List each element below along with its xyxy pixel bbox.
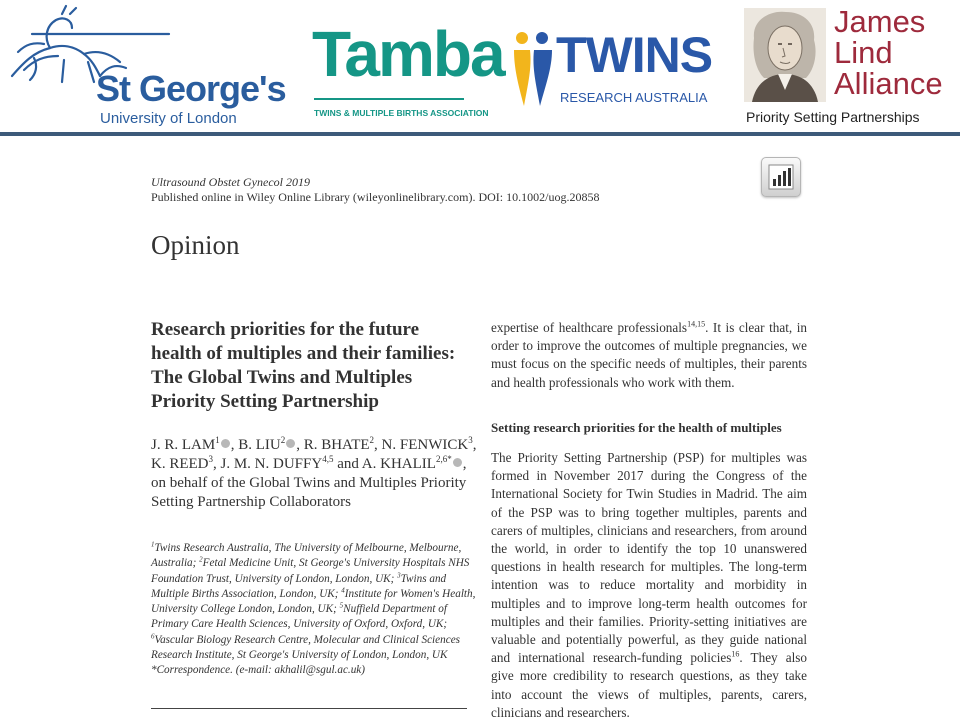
affiliation-mark: 4 <box>341 586 345 595</box>
author-name: , R. BHATE <box>296 437 370 453</box>
banner-divider <box>0 132 960 136</box>
author-affiliation-mark: 4,5 <box>322 454 334 464</box>
author-affiliation-mark: 3 <box>468 435 473 445</box>
author-collaborators: , on behalf of the Global Twins and Multiples Priority Setting Partnership Collaborators <box>151 456 467 510</box>
twins-logo-name: TWINS <box>556 27 713 83</box>
stgeorges-logo-name: St George's <box>96 68 286 109</box>
author-affiliation-mark: 3 <box>208 454 213 464</box>
author-name: , N. FENWICK <box>374 437 469 453</box>
affiliation-text: Twins Research Australia, The University of Melbourne, Melbourne, Australia; <box>151 542 462 570</box>
paragraph-text: The Priority Setting Partnership (PSP) for multiples was formed in November 2017 during the Congress of the International Society for Twin Studies in Madrid. The aim of the PSP was to bring together multiples, parents and carers of multiples, clinicians and researchers, from around the world, in order to identify the top 10 unanswered questions in health research for multiples. The long-term intention was to reduce mortality and morbidity in multiples and to improve long-term health outcomes for multiples and their families. Priority-setting initiatives are valuable and potentially powerful, as they guide national and international research-funding policies <box>491 450 807 666</box>
author-name: and A. KHALIL <box>333 456 436 472</box>
journal-citation: Ultrasound Obstet Gynecol 2019 <box>151 175 310 189</box>
orcid-icon[interactable] <box>286 439 295 448</box>
stgeorges-logo-subtitle: University of London <box>100 110 237 127</box>
paragraph-text: expertise of healthcare professionals <box>491 320 688 335</box>
section-heading: Opinion <box>151 230 240 260</box>
author-name: J. R. LAM <box>151 437 216 453</box>
jla-logo-subtitle: Priority Setting Partnerships <box>746 109 920 125</box>
author-name: , B. LIU <box>230 437 281 453</box>
affiliation-text: Nuffield Department of Primary Care Health Sciences, University of Oxford, Oxford, UK; <box>151 603 448 631</box>
tamba-logo-rule <box>314 98 464 100</box>
orcid-icon[interactable] <box>221 439 230 448</box>
affiliation-mark: 2 <box>199 555 203 564</box>
affiliation-text: Twins and Multiple Births Association, London, UK; <box>151 572 447 600</box>
correspondence: *Correspondence. (e-mail: akhalil@sgul.ac.uk) <box>151 664 365 677</box>
citation-mark: 14,15 <box>687 319 706 329</box>
metrics-chart-button[interactable] <box>761 157 801 197</box>
twins-logo-subtitle: RESEARCH AUSTRALIA <box>560 90 708 105</box>
jla-logo-line3: Alliance <box>834 66 943 101</box>
affiliation-mark: 5 <box>339 601 344 610</box>
intro-paragraph <box>491 319 807 392</box>
psp-paragraph <box>491 449 807 722</box>
author-affiliation-mark: 2 <box>280 435 286 445</box>
affiliations <box>151 541 476 679</box>
publication-info: Published online in Wiley Online Library (wileyonlinelibrary.com). DOI: 10.1002/uog.20858 <box>151 190 600 204</box>
jla-logo-line1: James <box>834 4 926 39</box>
bar-chart-icon <box>767 163 795 191</box>
james-lind-portrait-icon <box>744 8 826 102</box>
author-affiliation-mark: 2 <box>369 435 375 445</box>
affiliation-text: Vascular Biology Research Centre, Molecular and Clinical Sciences Research Institute, St George's University of London, London, UK <box>151 633 461 662</box>
affiliation-text: Institute for Women's Health, University College London, London, UK; <box>151 587 476 616</box>
author-affiliation-mark: 2,6* <box>435 454 452 464</box>
orcid-icon[interactable] <box>453 458 462 467</box>
tamba-logo-subtitle: TWINS & MULTIPLE BIRTHS ASSOCIATION <box>314 108 489 118</box>
article-title: Research priorities for the future health of multiples and their families: The Global Twins and Multiples Priority Setting Partnership <box>151 319 456 412</box>
author-list <box>151 436 481 512</box>
twins-figure-icon <box>512 28 554 110</box>
subsection-heading: Setting research priorities for the health of multiples <box>491 420 782 435</box>
paragraph-text: . They also give more credibility to research questions, as they take into account the views of multiples, parents, carers, clinicians and researchers. <box>491 650 807 720</box>
footnote-rule <box>151 708 467 709</box>
jla-logo-name <box>834 6 943 99</box>
paragraph-text: . It is clear that, in order to improve the outcomes of multiple pregnancies, we must focus on the specific needs of multiples, their parents and health professionals who work with them. <box>491 320 807 390</box>
author-affiliation-mark: 1 <box>215 435 220 445</box>
affiliation-mark: 1 <box>151 540 155 549</box>
affiliation-mark: 6 <box>151 632 155 641</box>
author-name: , K. REED <box>151 437 477 472</box>
citation-mark: 16 <box>731 649 740 659</box>
affiliation-text: Fetal Medicine Unit, St George's University Hospitals NHS Foundation Trust, University of London, London, UK; <box>151 557 470 585</box>
author-name: , J. M. N. DUFFY <box>213 456 323 472</box>
affiliation-mark: 3 <box>397 570 401 579</box>
jla-logo-line2: Lind <box>834 35 893 70</box>
logo-banner <box>0 0 960 132</box>
tamba-logo-name: Tamba <box>312 18 504 90</box>
